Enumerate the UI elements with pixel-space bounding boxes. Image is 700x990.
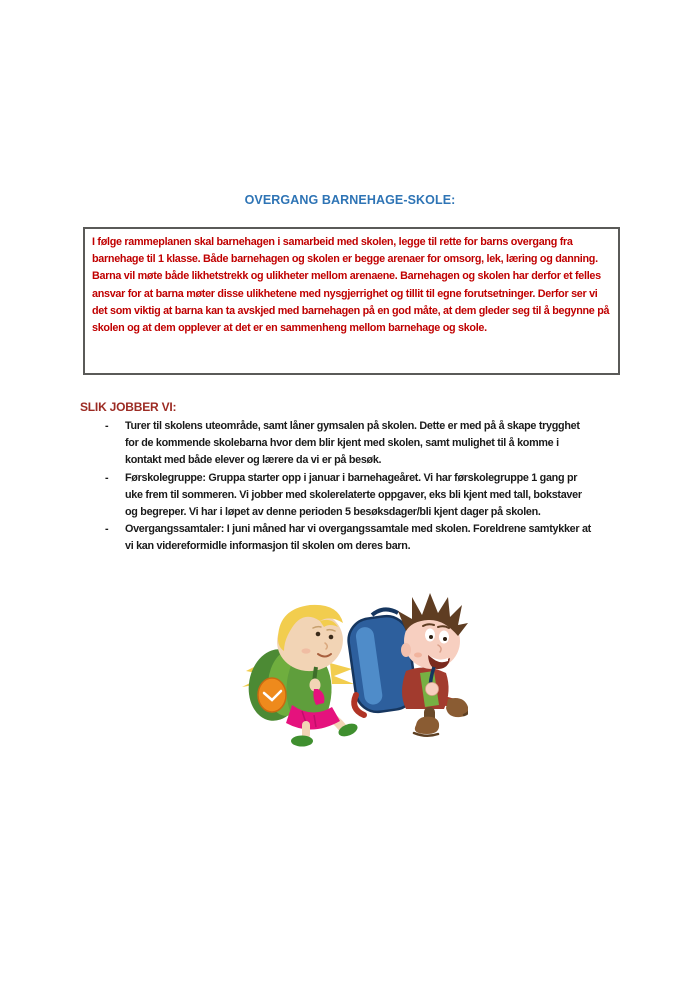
bullet-dash: - (105, 420, 109, 432)
document-title: OVERGANG BARNEHAGE-SKOLE: (244, 193, 456, 207)
girl-with-backpack (242, 605, 359, 747)
bullet-text: Overgangssamtaler: I juni måned har vi overgangssamtale med skolen. Foreldrene samtykker at vi kan videreformidle informasjon til skolen om deres barn. (125, 523, 591, 553)
intro-box-text: I følge rammeplanen skal barnehagen i samarbeid med skolen, legge til rette for barns overgang fra barnehage til 1 klasse. Både barnehagen og skolen er begge arenaer for omsorg, lek, læring og danning. Barna vil møte både likhetstrekk og ulikheter mellom arenaene. Barnehagen og skolen har derfor et felles ansvar for at barna møter disse ulikhetene med nysgjerrighet og tillit til egne forutsetninger. Derfor ser vi det som viktig at barna kan ta avskjed med barnehagen på en god måte, at dem gleder seg til å begynne på skolen og at dem opplever at det er en sammenheng mellom barnehage og skole. (92, 236, 610, 335)
bullet-text: Turer til skolens uteområde, samt låner gymsalen på skolen. Dette er med på å skape trygghet for de kommende skolebarna hvor dem blir kjent med skolen, samt mulighet til å komme i kontakt med både elever og lærere da vi er på besøk. (125, 420, 580, 467)
children-walking-illustration (236, 589, 468, 751)
bullet-item (80, 521, 595, 555)
bullet-list (80, 418, 595, 556)
bullet-dash: - (105, 523, 109, 536)
bullet-item (80, 470, 595, 522)
bullet-text: Førskolegruppe: Gruppa starter opp i januar i barnehageåret. Vi har førskolegruppe 1 gang pr uke frem til sommeren. Vi jobber med skolerelaterte oppgaver, eks bli kjent med tall, bokstaver og begreper. Vi har i løpet av denne perioden 5 besøksdager/bli kjent dager på skolen. (125, 471, 582, 519)
bullet-item (80, 418, 595, 470)
intro-box (83, 227, 620, 375)
boy-with-backpack (346, 593, 468, 736)
bullet-dash: - (105, 471, 109, 484)
section-heading: SLIK JOBBER VI: (80, 400, 177, 414)
